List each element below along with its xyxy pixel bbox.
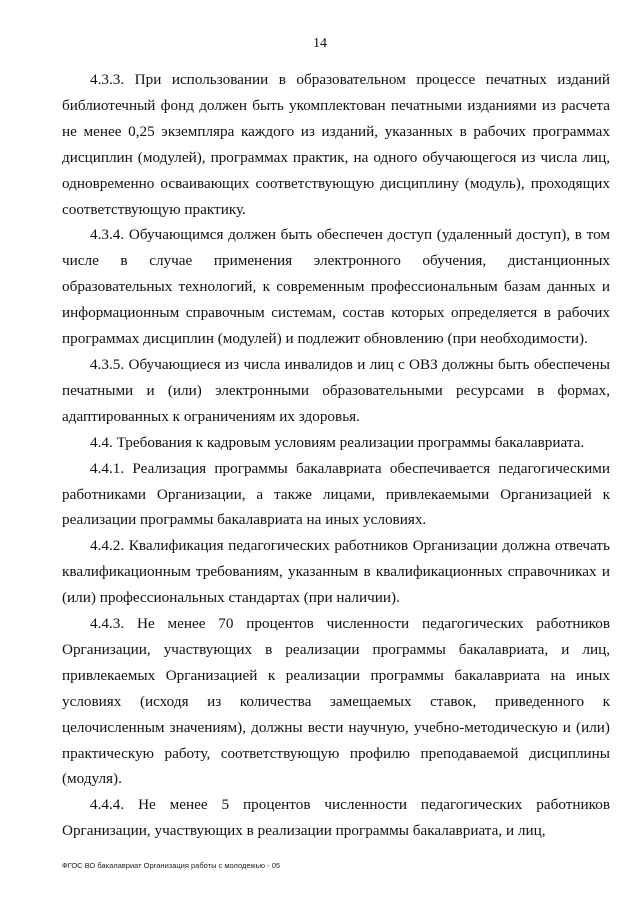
paragraph-4-4-4: 4.4.4. Не менее 5 процентов численности педагогических работников Организации, участвующих в реализации программы бакалавриата, и лиц, (62, 796, 610, 840)
paragraph-4-3-3: 4.3.3. При использовании в образовательном процессе печатных изданий библиотечный фонд должен быть укомплектован печатными изданиями из расчета не менее 0,25 экземпляра каждого из изданий, указанных в рабочих программах дисциплин (модулей), программах практик, на одного обучающегося из числа лиц, одновременно осваивающих соответствующую дисциплину (модуль), проходящих соответствующую практику. (62, 71, 610, 218)
paragraph-4-4-3: 4.4.3. Не менее 70 процентов численности педагогических работников Организации, участвующих в реализации программы бакалавриата, и лиц, привлекаемых Организацией к реализации программы бакалавриата на иных условиях (исходя из количества замещаемых ставок, приведенного к целочисленным значениям), должны вести научную, учебно-методическую и (или) практическую работу, соответствующую профилю преподаваемой дисциплины (модуля). (62, 615, 610, 788)
paragraph-4-4-2: 4.4.2. Квалификация педагогических работников Организации должна отвечать квалификационным требованиям, указанным в квалификационных справочниках и (или) профессиональных стандартах (при наличии). (62, 537, 610, 607)
page-number: 14 (313, 36, 327, 51)
page-footer: ФГОС ВО бакалавриат Организация работы с молодежью - 05 (62, 861, 281, 870)
paragraph-4-3-5: 4.3.5. Обучающиеся из числа инвалидов и лиц с ОВЗ должны быть обеспечены печатными и (или) электронными образовательными ресурсами в формах, адаптированных к ограничениям их здоровья. (62, 355, 610, 425)
paragraph-4-4: 4.4. Требования к кадровым условиям реализации программы бакалавриата. (90, 433, 585, 451)
paragraph-4-4-1: 4.4.1. Реализация программы бакалавриата обеспечивается педагогическими работниками Организации, а также лицами, привлекаемыми Организацией к реализации программы бакалавриата на иных условиях. (62, 459, 610, 529)
document-body (62, 67, 610, 844)
paragraph-4-3-4: 4.3.4. Обучающимся должен быть обеспечен доступ (удаленный доступ), в том числе в случае применения электронного обучения, дистанционных образовательных технологий, к современным профессиональным базам данных и информационным справочным системам, состав которых определяется в рабочих программах дисциплин (модулей) и подлежит обновлению (при необходимости). (62, 226, 610, 348)
